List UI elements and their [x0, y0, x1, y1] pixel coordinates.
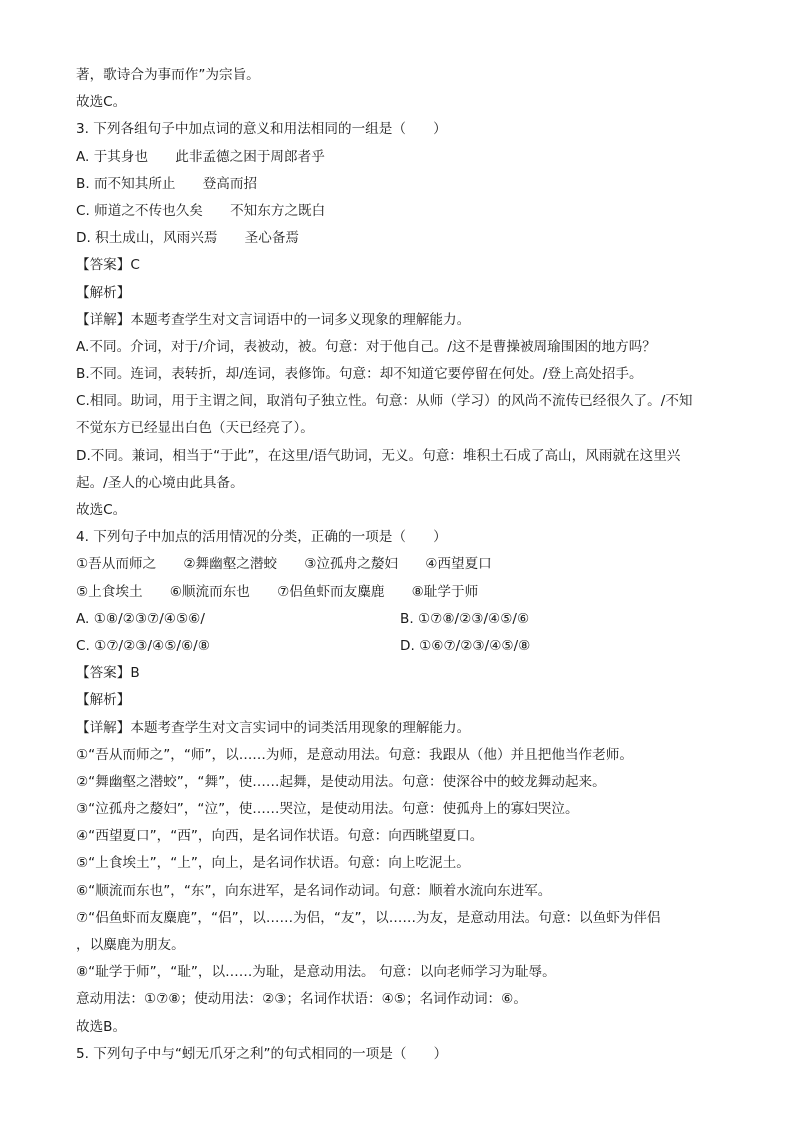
explanation-line: ②“舞幽壑之潜蛟”，“舞”，使……起舞，是使动用法。句意：使深谷中的蛟龙舞动起来。: [76, 773, 606, 790]
explanation-line: ④“西望夏口”，“西”，向西，是名词作状语。句意：向西眺望夏口。: [76, 828, 484, 845]
explanation-line: B.不同。连词，表转折，却/连词，表修饰。句意：却不知道它要停留在何处。/登上高处招手。: [76, 366, 643, 383]
explanation-line: A.不同。介词，对于/介词，表被动，被。句意：对于他自己。/这不是曹操被周瑜围困的地方吗？: [76, 338, 656, 355]
answer-label: 【答案】B: [76, 665, 140, 682]
text-line: 著，歌诗合为事而作”为宗旨。: [76, 67, 260, 83]
question-4-option-a: A. ①⑧/②③⑦/④⑤⑥/: [76, 610, 205, 627]
explanation-line: ⑦“侣鱼虾而友麋鹿”，“侣”，以……为侣，“友”，以……为友，是意动用法。句意：以鱼虾为伴侣: [76, 909, 661, 926]
summary-line: 意动用法：①⑦⑧；使动用法：②③；名词作状语：④⑤；名词作动词：⑥。: [76, 991, 527, 1008]
question-3-option-a: A. 于其身也 此非孟德之困于周郎者乎: [76, 148, 325, 165]
question-4-stem: 4. 下列句子中加点的活用情况的分类，正确的一项是（ ）: [76, 529, 447, 546]
explanation-line: 【详解】本题考查学生对文言实词中的词类活用现象的理解能力。: [76, 719, 471, 736]
explanation-line: 不觉东方已经显出白色（天已经亮了）。: [76, 420, 314, 437]
text-line: 故选B。: [76, 1018, 127, 1035]
answer-label: 【答案】C: [76, 257, 140, 274]
question-4-option-b: B. ①⑦⑧/②③/④⑤/⑥: [400, 610, 530, 627]
question-4-options-row-2: [76, 633, 726, 660]
text-line: 故选C。: [76, 94, 127, 111]
explanation-line: 起。/圣人的心境由此具备。: [76, 474, 244, 491]
question-4-option-c: C. ①⑦/②③/④⑤/⑥/⑧: [76, 637, 210, 654]
text-line: 故选C。: [76, 502, 127, 518]
question-3-option-d: D. 积土成山，风雨兴焉 圣心备焉: [76, 230, 300, 247]
explanation-line: D.不同。兼词，相当于“于此”，在这里/语气助词，无义。句意：堆积土石成了高山，风雨就在这里兴: [76, 447, 681, 464]
analysis-label: 【解析】: [76, 284, 131, 301]
explanation-line: 【详解】本题考查学生对文言词语中的一词多义现象的理解能力。: [76, 311, 471, 328]
explanation-line: C.相同。助词，用于主谓之间，取消句子独立性。句意：从师（学习）的风尚不流传已经很久了。/不知: [76, 393, 693, 410]
explanation-line: ⑥“顺流而东也”，“东”，向东进军，是名词作动词。句意：顺着水流向东进军。: [76, 882, 552, 899]
document-body: [76, 62, 726, 1068]
question-4-items: ①吾从而师之 ②舞幽壑之潜蛟 ③泣孤舟之嫠妇 ④西望夏口: [76, 556, 492, 573]
explanation-line: ⑤“上食埃土”，“上”，向上，是名词作状语。句意：向上吃泥土。: [76, 855, 470, 872]
question-3-stem: 3. 下列各组句子中加点词的意义和用法相同的一组是（ ）: [76, 121, 447, 138]
question-3-option-c: C. 师道之不传也久矣 不知东方之既白: [76, 202, 326, 219]
question-4-option-d: D. ①⑥⑦/②③/④⑤/⑧: [400, 637, 531, 654]
explanation-line: ③“泣孤舟之嫠妇”，“泣”，使……哭泣，是使动用法。句意：使孤舟上的寡妇哭泣。: [76, 801, 579, 818]
question-5-stem: 5. 下列句子中与“蚓无爪牙之利”的句式相同的一项是（ ）: [76, 1045, 448, 1062]
explanation-line: ，以麋鹿为朋友。: [76, 937, 185, 953]
explanation-line: ⑧“耻学于师”，“耻”，以……为耻，是意动用法。 句意：以向老师学习为耻辱。: [76, 964, 556, 981]
analysis-label: 【解析】: [76, 692, 131, 709]
question-4-items: ⑤上食埃土 ⑥顺流而东也 ⑦侣鱼虾而友麋鹿 ⑧耻学于师: [76, 583, 479, 600]
explanation-line: ①“吾从而师之”，“师”，以……为师，是意动用法。句意：我跟从（他）并且把他当作老师。: [76, 746, 633, 763]
question-4-options-row-1: [76, 606, 726, 633]
question-3-option-b: B. 而不知其所止 登高而招: [76, 175, 258, 192]
